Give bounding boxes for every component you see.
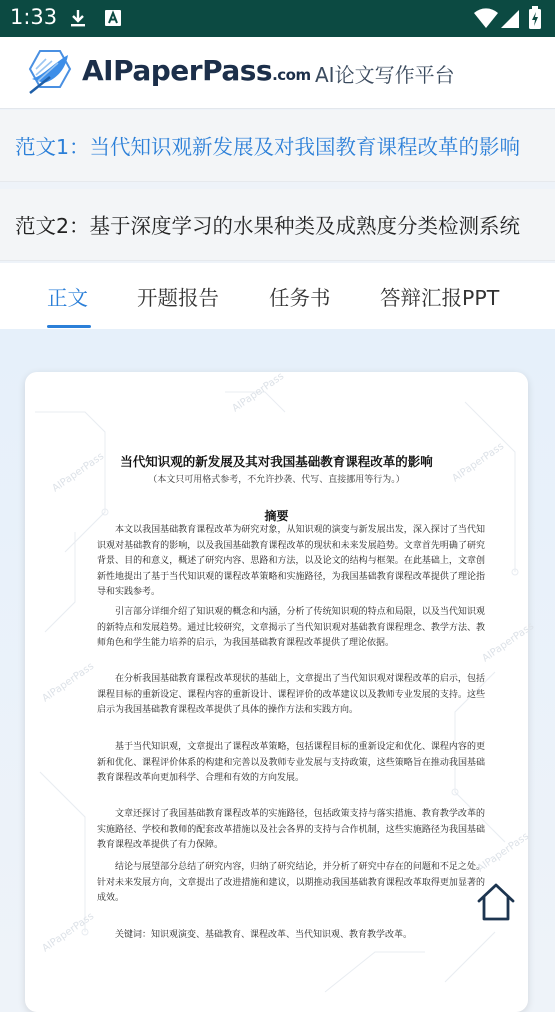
app-header	[0, 37, 555, 109]
abstract-paragraph: 基于当代知识观，文章提出了课程改革策略，包括课程目标的重新设定和优化、课程内容的更新和优化、课程评价体系的构建和完善以及教师专业发展与支持政策，这些策略旨在推动我国基础教育课程改革向更加科学、合理和有效的方向发展。	[97, 742, 485, 783]
watermark-text: AIPaperPass	[50, 450, 107, 495]
abstract-paragraph: 文章还探讨了我国基础教育课程改革的实施路径，包括政策支持与落实措施、教育教学改革的实施路径、学校和教师的配套改革措施以及社会各界的支持与合作机制，这些实施路径为我国基础教育课程改革提供了有力保障。	[97, 809, 485, 850]
tab-body[interactable]: 正文	[47, 286, 88, 310]
status-time: 1:33	[10, 5, 58, 29]
document-keywords: 关键词：知识观演变、基础教育、课程改革、当代知识观、教育教学改革。	[115, 930, 413, 940]
notification-a-icon	[104, 8, 122, 28]
logo-feather-icon	[24, 49, 76, 99]
abstract-paragraph: 本文以我国基础教育课程改革为研究对象，从知识观的演变与新发展出发，深入探讨了当代知识观对基础教育的影响，以及我国基础教育课程改革的现状和未来发展趋势。文章首先明确了研究背景、目的和意义，概述了研究内容、思路和方法，以及论文的结构与框架。在此基础上，文章创新性地提出了基于当代知识观的课程改革策略和实施路径，为我国基础教育课程改革提供了理论指导和实践参考。	[97, 525, 485, 597]
brand-text: AIPaperPass	[82, 54, 273, 87]
watermark-text: AIPaperPass	[450, 440, 507, 485]
signal-icon	[500, 9, 520, 29]
essay-link-2-label: 范文2：基于深度学习的水果种类及成熟度分类检测系统	[15, 214, 521, 238]
abstract-heading: 摘要	[264, 509, 289, 523]
tab-active-indicator	[47, 325, 91, 328]
essay-link-1-label: 范文1：当代知识观新发展及对我国教育课程改革的影响	[15, 135, 521, 159]
wifi-icon	[473, 7, 499, 29]
tab-defense-ppt[interactable]: 答辩汇报PPT	[380, 286, 500, 310]
watermark-text: AIPaperPass	[480, 620, 537, 665]
watermark-text: AIPaperPass	[40, 910, 97, 955]
watermark-text: AIPaperPass	[230, 370, 287, 415]
tab-assignment[interactable]: 任务书	[269, 286, 331, 310]
watermark-text: AIPaperPass	[40, 660, 97, 705]
tab-bar	[0, 263, 555, 329]
battery-icon	[528, 6, 542, 30]
essay-link-1[interactable]	[0, 110, 555, 182]
essay-link-2[interactable]	[0, 189, 555, 261]
document-note: （本文只可用格式参考，不允许抄袭、代写、直接挪用等行为。）	[148, 475, 405, 485]
brand-name	[82, 54, 311, 87]
tab-proposal-report[interactable]: 开题报告	[137, 286, 219, 310]
brand-tagline: AI论文写作平台	[315, 63, 455, 87]
abstract-paragraph: 在分析我国基础教育课程改革现状的基础上，文章提出了当代知识观对课程改革的启示，包括课程目标的重新设定、课程内容的重新设计、课程评价的改革建议以及教师专业发展的支持。这些启示为我国基础教育课程改革提供了具体的操作方法和实践方向。	[97, 674, 485, 715]
home-icon[interactable]	[474, 880, 518, 924]
watermark-text: AIPaperPass	[475, 830, 532, 875]
download-icon	[68, 8, 88, 28]
status-bar	[0, 0, 555, 37]
abstract-paragraph: 引言部分详细介绍了知识观的概念和内涵，分析了传统知识观的特点和局限，以及当代知识观的新特点和发展趋势。通过比较研究，文章揭示了当代知识观对基础教育课程理念、教学方法、教师角色和学生能力培养的启示，为我国基础教育课程改革提供了理论依据。	[97, 607, 485, 648]
abstract-paragraph: 结论与展望部分总结了研究内容，归纳了研究结论，并分析了研究中存在的问题和不足之处。针对未来发展方向，文章提出了改进措施和建议，以期推动我国基础教育课程改革取得更加显著的成效。	[97, 862, 485, 903]
brand-suffix: .com	[272, 66, 311, 84]
document-title: 当代知识观的新发展及其对我国基础教育课程改革的影响	[120, 454, 433, 469]
document-preview[interactable]	[25, 370, 537, 1012]
